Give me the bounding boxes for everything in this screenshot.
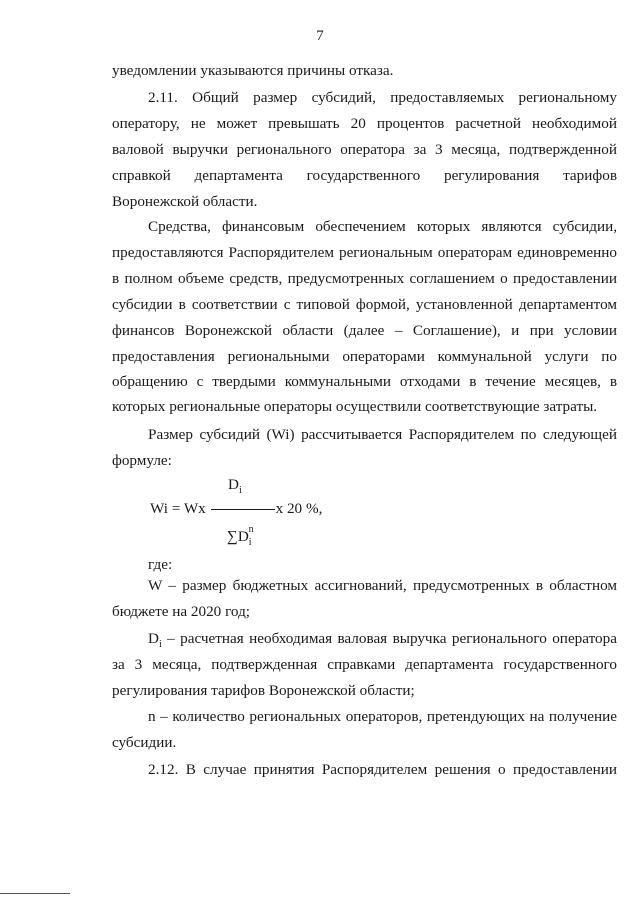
paragraph-line: Размер субсидий (Wi) рассчитывается Распорядителем по следующей (148, 426, 617, 443)
page-number: 7 (316, 28, 324, 44)
paragraph-line: 2.12. В случае принятия Распорядителем решения о предоставлении (148, 761, 617, 778)
paragraph-line: предоставления региональными операторами коммунальной услуги по (112, 348, 617, 365)
definition-line: регулирования тарифов Воронежской области; (112, 682, 415, 699)
definition-line: n – количество региональных операторов, претендующих на получение (148, 708, 617, 725)
definition-line: субсидии. (112, 734, 177, 751)
paragraph-line: в полном объеме средств, предусмотренных соглашением о предоставлении (112, 270, 617, 287)
paragraph-line: Средства, финансовым обеспечением которых являются субсидии, (148, 218, 617, 235)
paragraph-line: валовой выручки регионального оператора за 3 месяца, подтвержденной (112, 141, 617, 158)
definition-line: за 3 месяца, подтвержденная справками департамента государственного (112, 656, 617, 673)
paragraph-line: которых региональные операторы осуществили соответствующие затраты. (112, 398, 598, 415)
paragraph-line: уведомлении указываются причины отказа. (112, 62, 394, 79)
where-label: где: (148, 556, 173, 573)
paragraph-line: финансов Воронежской области (далее – Соглашение), и при условии (112, 322, 617, 339)
paragraph-line: справкой департамента государственного регулирования тарифов (112, 167, 617, 184)
definition-line: $D_i$ – расчетная необходимая валовая выручка регионального оператора (148, 630, 617, 651)
formula-main-line: Wi = Wx x 20 %, (150, 500, 323, 517)
paragraph-line: Воронежской области. (112, 193, 258, 210)
fraction-bar (211, 509, 275, 510)
definition-line: W – размер бюджетных ассигнований, предусмотренных в областном (148, 577, 617, 594)
paragraph-line: 2.11. Общий размер субсидий, предоставляемых региональному (148, 89, 617, 106)
definition-line: бюджете на 2020 год; (112, 603, 251, 620)
footer-rule (0, 893, 70, 894)
paragraph-line: формуле: (112, 452, 172, 469)
paragraph-line: обращению с твердыми коммунальными отходами в течение месяцев, в (112, 373, 617, 390)
paragraph-line: предоставляются Распорядителем региональным операторам единовременно (112, 244, 617, 261)
formula-numerator: $D_i$ (228, 476, 242, 497)
paragraph-line: оператору, не может превышать 20 процентов расчетной необходимой (112, 115, 617, 132)
paragraph-line: субсидии в соответствии с типовой формой, установленной департаментом (112, 296, 617, 313)
formula-denominator: $\sum D_i^n$ (227, 524, 254, 549)
